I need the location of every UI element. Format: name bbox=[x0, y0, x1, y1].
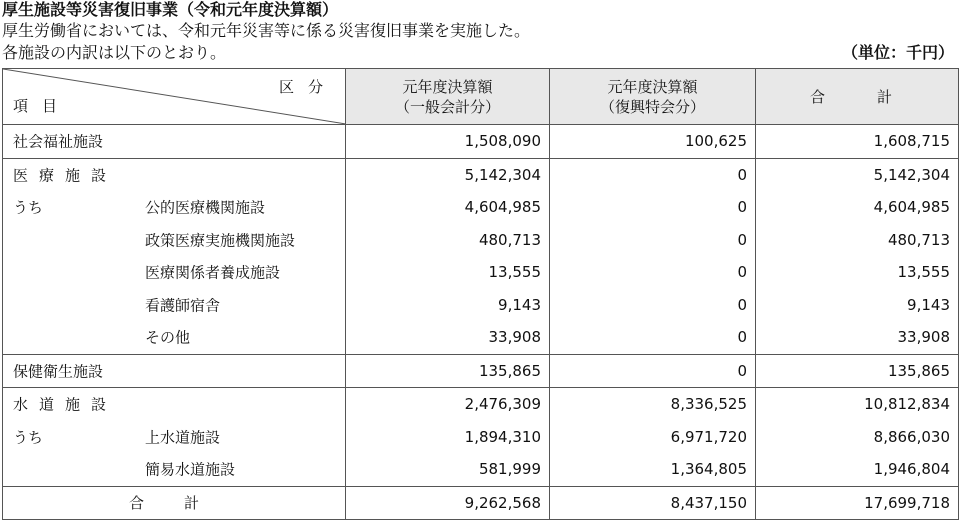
cell-total: 9,143 bbox=[756, 289, 959, 322]
cell-reconstruction: 8,336,525 bbox=[550, 388, 756, 421]
cell-general: 13,555 bbox=[346, 256, 550, 289]
cell-reconstruction: 0 bbox=[550, 321, 756, 354]
row-label: 水道施設 bbox=[13, 395, 118, 414]
corner-cell bbox=[3, 69, 346, 125]
row-label: 社会福祉施設 bbox=[13, 132, 104, 151]
cell-total: 33,908 bbox=[756, 321, 959, 354]
table-row bbox=[3, 256, 959, 289]
cell-general: 9,143 bbox=[346, 289, 550, 322]
cell-total: 4,604,985 bbox=[756, 191, 959, 224]
cell-reconstruction: 0 bbox=[550, 354, 756, 388]
row-label: 医療施設 bbox=[13, 166, 118, 185]
header-general bbox=[346, 69, 550, 125]
cell-total: 10,812,834 bbox=[756, 388, 959, 421]
intro-line-2: 各施設の内訳は以下のとおり。 bbox=[2, 43, 227, 62]
table-row bbox=[3, 388, 959, 421]
unit-label: （単位：千円） bbox=[841, 43, 954, 62]
cell-general: 5,142,304 bbox=[346, 158, 550, 191]
cell-reconstruction: 6,971,720 bbox=[550, 421, 756, 454]
cell-total: 8,866,030 bbox=[756, 421, 959, 454]
table-row bbox=[3, 453, 959, 486]
header-reconstruction-line2: （復興特会分） bbox=[599, 97, 705, 116]
total-label: 合計 bbox=[3, 486, 346, 520]
cell-general: 135,865 bbox=[346, 354, 550, 388]
cell-general: 2,476,309 bbox=[346, 388, 550, 421]
header-reconstruction-line1: 元年度決算額 bbox=[607, 77, 698, 96]
row-sublabel: 上水道施設 bbox=[145, 428, 221, 447]
total-general: 9,262,568 bbox=[346, 486, 550, 520]
total-row bbox=[3, 486, 959, 520]
cell-total: 480,713 bbox=[756, 224, 959, 257]
row-sublabel: 看護師宿舎 bbox=[145, 296, 221, 315]
table-row bbox=[3, 224, 959, 257]
total-sum: 17,699,718 bbox=[756, 486, 959, 520]
table-row bbox=[3, 191, 959, 224]
cell-general: 480,713 bbox=[346, 224, 550, 257]
table-row bbox=[3, 289, 959, 322]
cell-general: 4,604,985 bbox=[346, 191, 550, 224]
corner-bottom-label: 項目 bbox=[13, 97, 72, 115]
row-sublabel: その他 bbox=[145, 328, 191, 347]
row-sublabel: 政策医療実施機関施設 bbox=[145, 231, 296, 250]
header-general-line2: （一般会計分） bbox=[394, 97, 500, 116]
row-label: うち bbox=[13, 428, 44, 447]
recovery-table bbox=[2, 68, 959, 520]
cell-reconstruction: 0 bbox=[550, 158, 756, 191]
table-row bbox=[3, 421, 959, 454]
table-row bbox=[3, 125, 959, 159]
row-label: うち bbox=[13, 198, 44, 217]
cell-total: 13,555 bbox=[756, 256, 959, 289]
table-row bbox=[3, 158, 959, 191]
cell-total: 1,946,804 bbox=[756, 453, 959, 486]
cell-reconstruction: 0 bbox=[550, 289, 756, 322]
row-label: 保健衛生施設 bbox=[13, 362, 104, 381]
cell-total: 1,608,715 bbox=[756, 125, 959, 159]
row-sublabel: 公的医療機関施設 bbox=[145, 198, 266, 217]
cell-general: 33,908 bbox=[346, 321, 550, 354]
intro-line-1: 厚生労働省においては、令和元年災害等に係る災害復旧事業を実施した。 bbox=[2, 21, 531, 40]
row-sublabel: 簡易水道施設 bbox=[145, 460, 236, 479]
total-reconstruction: 8,437,150 bbox=[550, 486, 756, 520]
cell-total: 5,142,304 bbox=[756, 158, 959, 191]
header-total bbox=[756, 69, 959, 125]
cell-reconstruction: 100,625 bbox=[550, 125, 756, 159]
cell-reconstruction: 0 bbox=[550, 256, 756, 289]
cell-total: 135,865 bbox=[756, 354, 959, 388]
header-general-line1: 元年度決算額 bbox=[402, 77, 493, 96]
cell-reconstruction: 0 bbox=[550, 191, 756, 224]
table-row bbox=[3, 354, 959, 388]
row-sublabel: 医療関係者養成施設 bbox=[145, 263, 281, 282]
cell-reconstruction: 1,364,805 bbox=[550, 453, 756, 486]
table-row bbox=[3, 321, 959, 354]
page-title: 厚生施設等災害復旧事業（令和元年度決算額） bbox=[2, 0, 339, 19]
corner-top-label: 区分 bbox=[278, 78, 337, 96]
header-reconstruction bbox=[550, 69, 756, 125]
cell-general: 1,894,310 bbox=[346, 421, 550, 454]
cell-general: 1,508,090 bbox=[346, 125, 550, 159]
cell-general: 581,999 bbox=[346, 453, 550, 486]
cell-reconstruction: 0 bbox=[550, 224, 756, 257]
table-header-row bbox=[3, 69, 959, 125]
header-total-label: 合計 bbox=[809, 87, 944, 106]
